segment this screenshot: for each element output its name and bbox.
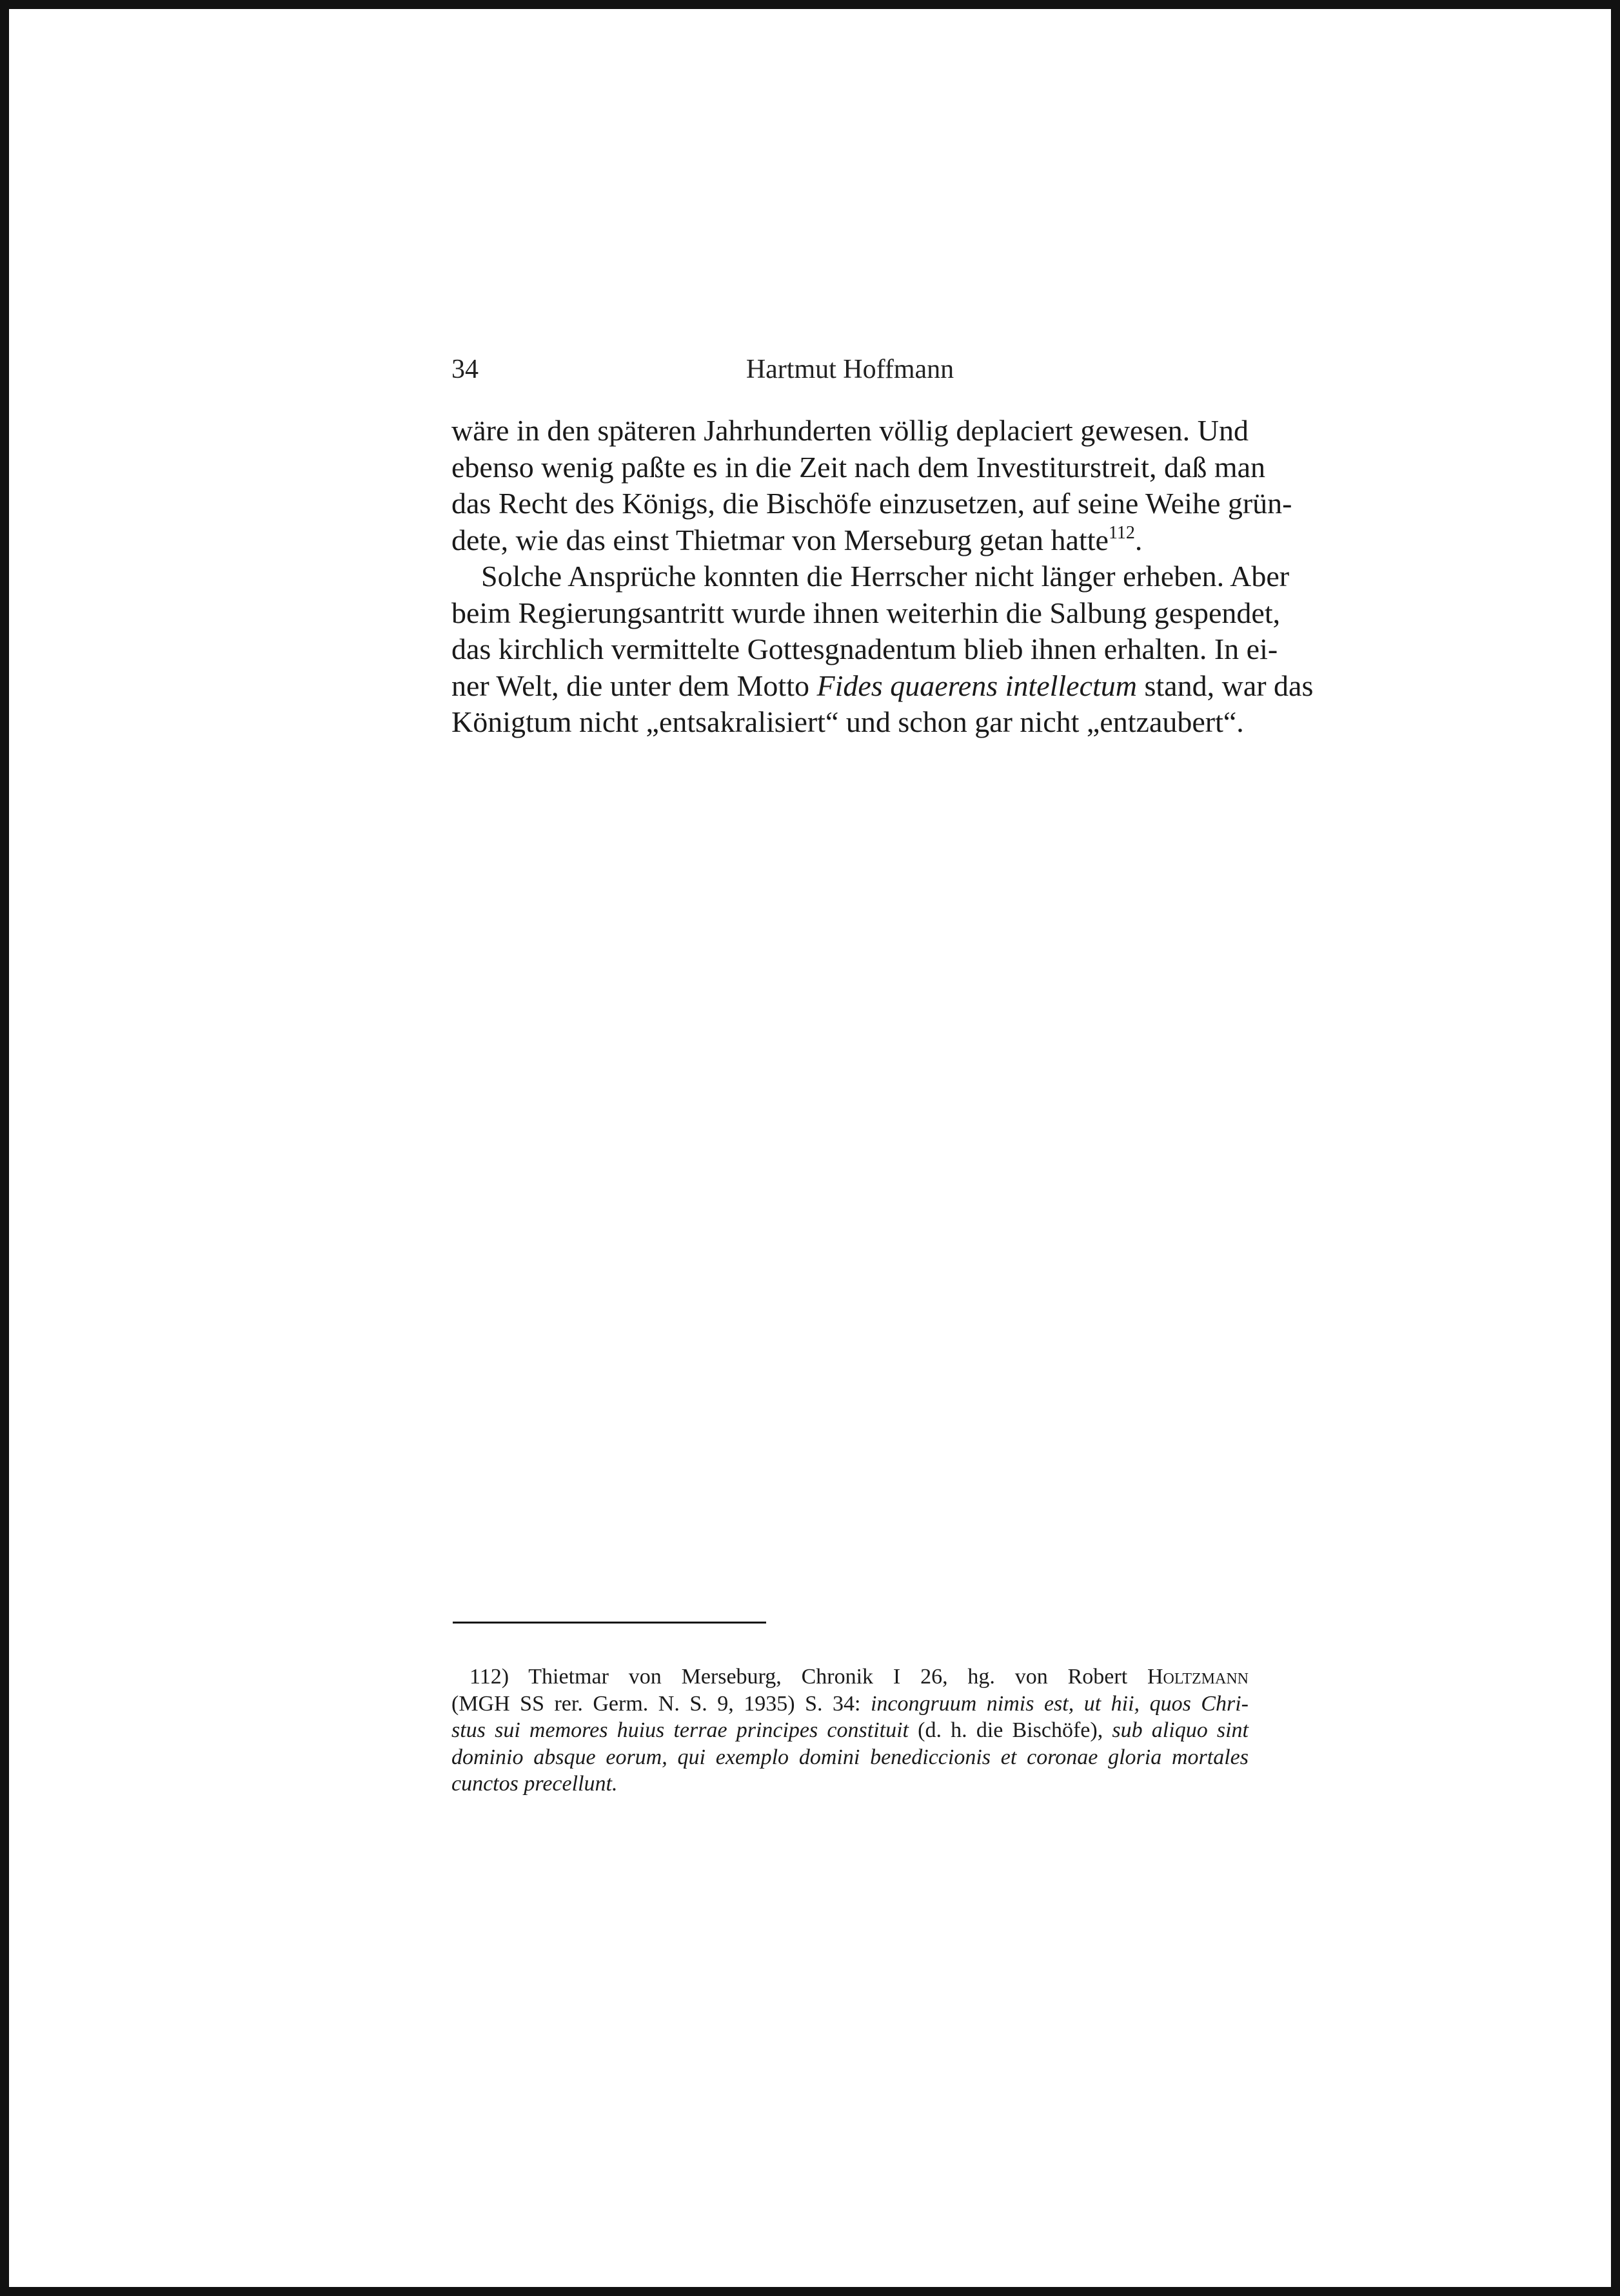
latin-quote: dominio absque eorum, qui exemplo domini benediccionis et coronae gloria mortales: [451, 1745, 1249, 1769]
footnote-line: [451, 1691, 1249, 1718]
footnote-text-run: (d. h. die Bischöfe),: [908, 1718, 1112, 1742]
body-line: Solche Ansprüche konnten die Herrscher nicht länger erheben. Aber: [481, 560, 1290, 593]
body-text-run: .: [1134, 523, 1143, 556]
running-head: Hartmut Hoffmann: [746, 355, 954, 384]
latin-quote: stus sui memores huius terrae principes constituit: [451, 1718, 909, 1742]
body-text-run: dete, wie das einst Thietmar von Merseburg getan hatte: [451, 523, 1109, 556]
latin-quote: cunctos precellunt.: [451, 1772, 618, 1796]
body-text-run: ner Welt, die unter dem Motto: [451, 669, 817, 702]
footnote-text-run: (MGH SS rer. Germ. N. S. 9, 1935) S. 34:: [451, 1691, 871, 1716]
body-line: [451, 522, 1249, 559]
body-text: [451, 413, 1314, 741]
footnote-line: [451, 1744, 1249, 1771]
body-line: [451, 668, 1314, 705]
footnote-reference: 112: [1108, 522, 1135, 543]
footnote-divider: [453, 1622, 766, 1624]
page-header: [451, 354, 1249, 393]
italic-motto: Fides quaerens intellectum: [816, 669, 1137, 702]
latin-quote: incongruum nimis est, ut hii, quos Chri-: [870, 1691, 1249, 1716]
latin-quote: sub aliquo sint: [1112, 1718, 1249, 1742]
footnote-line: [451, 1717, 1249, 1744]
body-line: das kirchlich vermittelte Gottesgnadentum blieb ihnen erhalten. In ei-: [451, 633, 1278, 665]
footnote-line: [451, 1771, 1249, 1798]
page-number: 34: [451, 355, 479, 384]
body-line: Königtum nicht „entsakralisiert“ und schon gar nicht „entzaubert“.: [451, 705, 1244, 738]
body-line: wäre in den späteren Jahrhunderten völlig deplaciert gewesen. Und: [451, 414, 1249, 447]
body-line: ebenso wenig paßte es in die Zeit nach dem Investiturstreit, daß man: [451, 450, 1266, 484]
body-line: beim Regierungsantritt wurde ihnen weiterhin die Salbung gespendet,: [451, 596, 1281, 629]
author-smallcaps: Holtzmann: [1147, 1665, 1249, 1689]
footnote-112: [451, 1663, 1249, 1798]
footnote-text-run: 112) Thietmar von Merseburg, Chronik I 26, hg. von Robert: [469, 1665, 1147, 1689]
body-line: das Recht des Königs, die Bischöfe einzusetzen, auf seine Weihe grün-: [451, 487, 1292, 520]
footnote-line: [451, 1663, 1249, 1691]
body-text-run: stand, war das: [1137, 669, 1314, 702]
